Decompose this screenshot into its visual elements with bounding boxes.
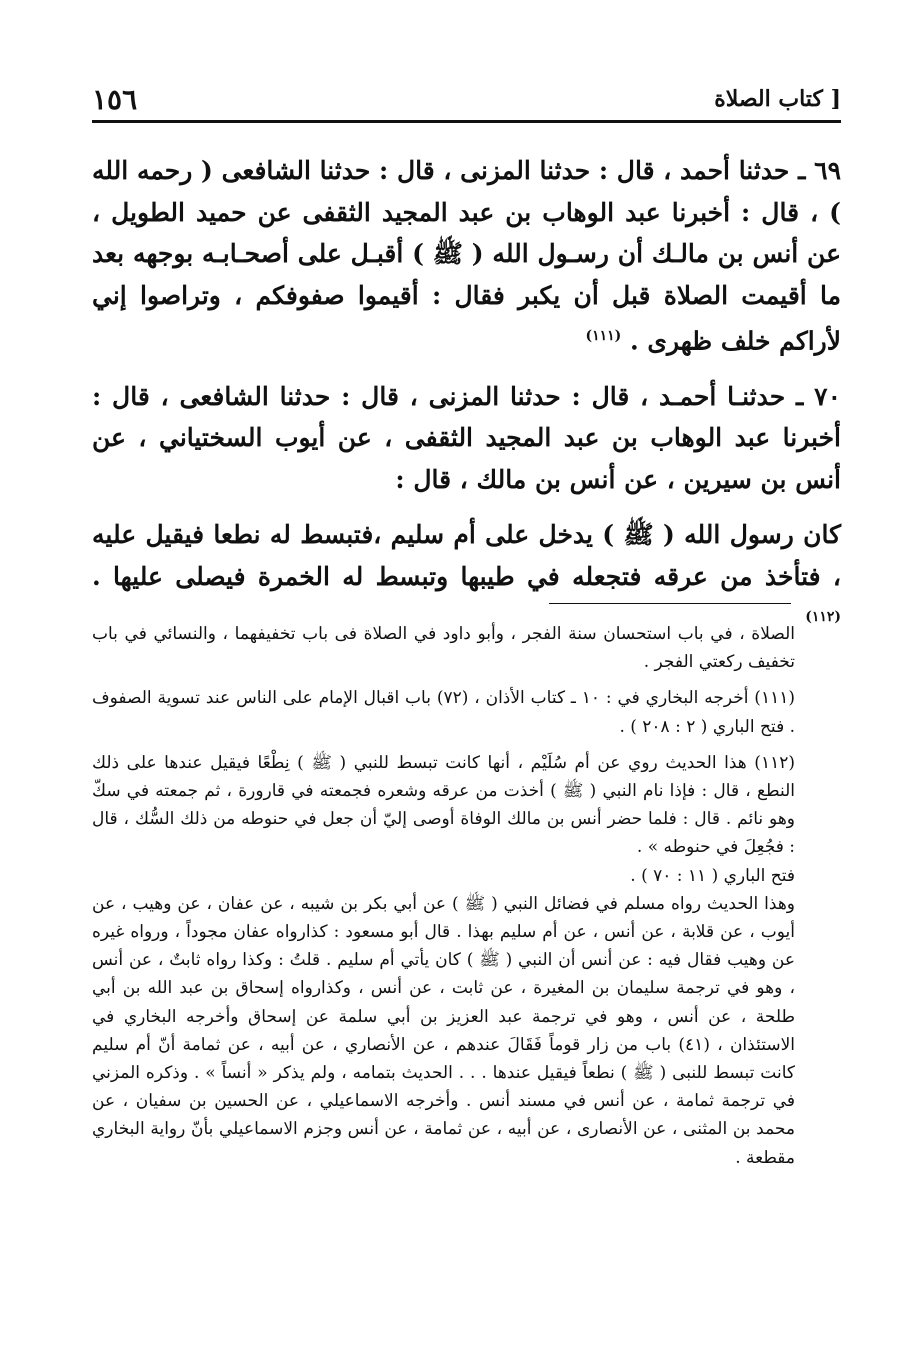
hadith-69-text: ٦٩ ـ حدثنا أحمد ، قال : حدثنا المزنى ، قال : حدثنا الشافعى ( رحمه الله ) ، قال : أخبرنا عبد الوهاب بن عبد المجيد الثقفى عن حميد الطويل ، عن أنس بن مالـك أن رسـول الله ( ﷺ ) أقبـل على أصحـابـه بوجهه بعد ما أقيمت الصلاة قبل أن يكبر فقال : أقيموا صفوفكم ، وتراصوا إني لأراكم خلف ظهرى . bbox=[92, 156, 841, 356]
footnote-separator bbox=[549, 603, 791, 604]
hadith-69 bbox=[92, 150, 841, 362]
footnote-ref-112: (١١٢) bbox=[805, 609, 841, 626]
hadith-70-matn-text: كان رسول الله ( ﷺ ) يدخل على أم سليم ،فتبسط له نطعا فيقيل عليه ، فتأخذ من عرقه فتجعله في طيبها وتبسط له الخمرة فيصلى عليها . bbox=[92, 520, 841, 591]
page-header bbox=[92, 76, 841, 122]
footnote-112: (١١٢) هذا الحديث روي عن أم سُلَيْم ، أنها كانت تبسط للنبي ( ﷺ ) نِطْعًا فيقيل عندها على ذلك النطع ، قال : فإذا نام النبي ( ﷺ ) أخذت من عرقه وشعره فجمعته في قارورة ، ثم جمعته في سكّ وهو نائم . قال : فلما حضر أنس بن مالك الوفاة أوصى إليّ أن جعل في حنوطه من ذلك السُّك ، قال : فجُعِلَ في حنوطه » . bbox=[92, 752, 795, 858]
footnote-ref-111: (١١١) bbox=[585, 328, 622, 344]
chapter-title: [ كتاب الصلاة bbox=[714, 86, 841, 112]
header-rule bbox=[92, 120, 841, 123]
footnotes bbox=[92, 620, 795, 1172]
footnote-112-source: فتح الباري ( ١١ : ٧٠ ) . bbox=[630, 865, 795, 886]
hadith-70 bbox=[92, 376, 841, 501]
hadith-70-text: ٧٠ ـ حدثنـا أحمـد ، قال : حدثنا المزنى ، قال : حدثنا الشافعى ، قال : أخبرنا عبد الوهاب بن عبد المجيد الثقفى ، عن أيوب السختياني ، عن أنس بن سيرين ، عن أنس بن مالك ، قال : bbox=[92, 381, 841, 494]
footnote-111: (١١١) أخرجه البخاري في : ١٠ ـ كتاب الأذان ، (٧٢) باب اقبال الإمام على الناس عند تسوية الصفوف . فتح الباري ( ٢ : ٢٠٨ ) . bbox=[92, 688, 795, 737]
footnote-continued: الصلاة ، في باب استحسان سنة الفجر ، وأبو داود في الصلاة فى باب تخفيفهما ، والنسائي في باب تخفيف ركعتي الفجر . bbox=[92, 624, 795, 673]
page-number: ١٥٦ bbox=[92, 82, 138, 116]
footnote-112-continued: وهذا الحديث رواه مسلم في فضائل النبي ( ﷺ ) عن أبي بكر بن شيبه ، عن عفان ، عن وهيب ، عن أيوب ، عن قلابة ، عن أنس ، عن أم سليم بهذا . قال أبو مسعود : كذارواه عفان مجوداً ، ورواه غيره عن وهيب فقال فيه : عن أنس أن النبي ( ﷺ ) كان يأتي أم سليم . قلتُ : وكذا رواه ثابتٌ ، عن أنس ، وهو في ترجمة سليمان بن المغيرة ، عن ثابت ، عن أنس ، وكذارواه إسحاق بن عبد الله بن أبي طلحة ، عن أنس ، وهو في ترجمة عبد العزيز بن أبي سلمة عن إسحاق وأخرجه البخاري في الاستئذان ، (٤١) باب من زار قوماً فَقَالَ عندهم ، عن الأنصاري ، عن أبيه ، عن ثمامة أنّ أم سليم كانت تبسط للنبى ( ﷺ ) نطعاً فيقيل عندها . . . الحديث بتمامه ، ولم يذكر « أنساً » . وذكره المزني في ترجمة ثمامة ، عن أنس في مسند أنس . وأخرجه الاسماعيلي ، عن الحسين بن سفيان ، عن محمد بن المثنى ، عن الأنصارى ، عن أبيه ، عن ثمامة ، عن أنس وجزم الاسماعيلي بأنّ رواية البخاري مقطعة . bbox=[92, 893, 796, 1168]
main-text bbox=[92, 150, 841, 643]
